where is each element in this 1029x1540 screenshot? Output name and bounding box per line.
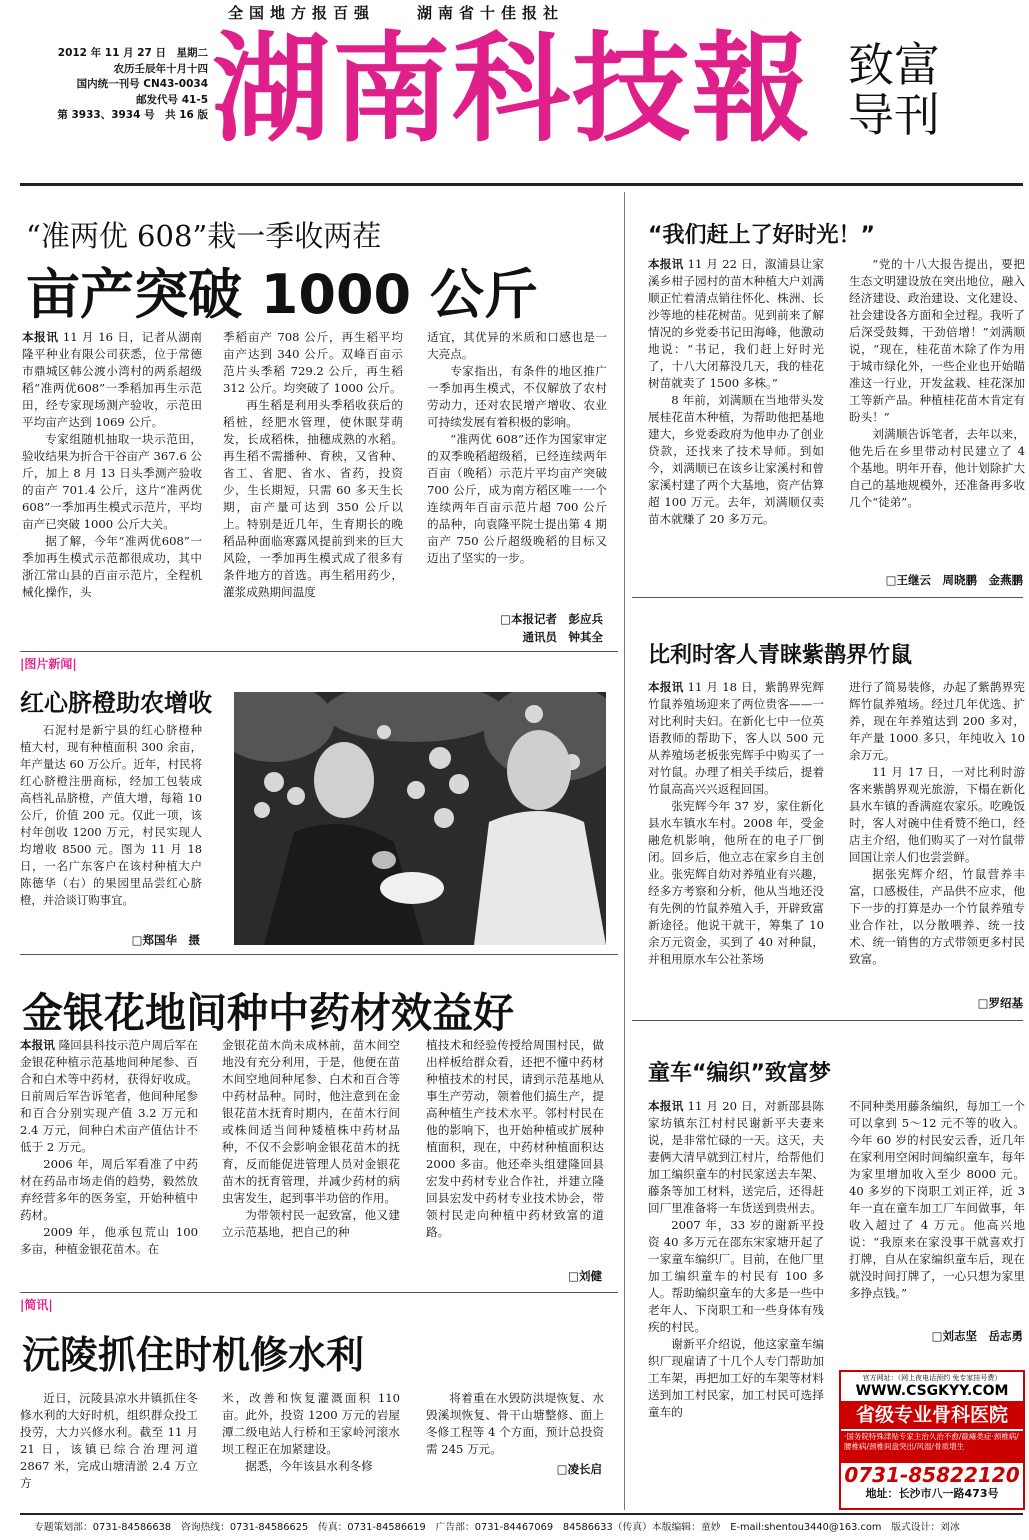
bamboo-rat-credit: □罗绍基 <box>977 996 1023 1010</box>
ad-services: ·国务院特殊津贴专家主治久治不愈/截瘫类症·颈椎病/腰椎病/颈椎间盘突出/风湿/骨质增生 <box>841 1431 1023 1463</box>
ad-address: 地址：长沙市八一路473号 <box>865 1487 999 1500</box>
ad-hospital-name: 省级专业骨科医院 <box>841 1401 1023 1429</box>
paragraph: 本报讯 11 月 16 日，记者从湖南隆平种业有限公司获悉，位于常德市鼎城区韩公渡小湾村的两系超级稻“准两优608”一季稻加再生示范田，经专家现场测产验收，示范田平均亩产达到 1069 公斤。 <box>22 330 202 429</box>
paragraph: 适宜，其优异的米质和口感也是一大亮点。 <box>427 330 607 361</box>
brief-credit: □凌长启 <box>556 1462 602 1476</box>
honeysuckle-credit: □刘健 <box>568 1269 602 1283</box>
lead-col-1 <box>22 329 202 601</box>
paragraph: 季稻亩产 708 公斤，再生稻平均亩产达到 340 公斤。双峰百亩示范片头季稻 729.2 公斤，再生稻 312 公斤。均突破了 1000 公斤。 <box>223 330 403 395</box>
lead-col-2 <box>223 329 403 601</box>
lead-credit: □本报记者 彭应兵 通讯员 钟其全 <box>500 612 603 644</box>
paragraph: 本报讯 11 月 20 日，对新邵县陈家坊镇东江村村民谢新平夫妻来说，是非常忙碌的一天。这天，夫妻俩大清早就到江村片，给帮他们加工编织童车的村民家送去车架、藤条等加工材料，送完后，还得赶回厂里准备将一车货送到贵州去。 <box>648 1099 824 1215</box>
paragraph: 不同种类用藤条编织，每加工一个可以拿到 5～12 元不等的收入。今年 60 岁的村民安云香，近几年在家利用空闲时间编织童车，每年为家里增加收入至少 8000 元。40 多岁的下岗职工刘正祥，近 3 年一直在童车加工厂车间做事，年收入超过了 4 万元。他高兴地说：“我原来在家没事干就喜欢打打牌，自从在家编织童车后，现在就没时间打牌了，一心只想为家里多挣点钱。” <box>849 1099 1025 1300</box>
paragraph: 11 月 17 日，一对比利时游客来紫鹊界观光旅游，下榻在新化县水车镇的香满庭农家乐。吃晚饭时，客人对碗中佳肴赞不绝口，经店主介绍，他们购买了一对竹鼠带回国让亲人们也尝尝鲜。 <box>849 765 1025 864</box>
section-rule <box>20 954 618 955</box>
paragraph: 进行了简易装修，办起了紫鹊界宪辉竹鼠养殖场。经过几年优选、扩养，现在年养殖达到 200 多对，年产量 1000 多只，年纯收入 10 余万元。 <box>849 680 1025 762</box>
paragraph: 植技术和经验传授给周围村民，做出样板给群众看，还把不懂中药材种植技术的村民，请到示范基地从事生产劳动，领着他们搞生产，提高种植生产技术水平。邻村村民在他的影响下，也开始种植或扩展种植面积，现在，中药材种植面积达 2000 多亩。他还牵头组建隆回县宏发中药材专业合作社，并建立隆回县宏发中药材专业技术协会，带领村民走向种植中药材致富的道路。 <box>426 1038 604 1239</box>
photo-illustration <box>234 692 606 945</box>
footer-rule <box>20 1513 1023 1515</box>
good-times-col-1 <box>648 256 824 528</box>
bamboo-rat-col-1 <box>648 679 824 968</box>
paragraph: 谢新平介绍说，他这家童车编织厂现雇请了十几个人专门帮助加工车架，再把加工好的车架等材料送到加工村民家，加工村民可选择童车的 <box>648 1337 824 1419</box>
photo-news-headline: 红心脐橙助农增收 <box>20 689 212 717</box>
good-times-col-2 <box>849 256 1025 511</box>
lead-headline: 亩产突破 1000 公斤 <box>26 263 538 326</box>
honeysuckle-col-3 <box>426 1037 604 1241</box>
paragraph: 为带领村民一起致富，他又建立示范基地，把自己的种 <box>222 1208 400 1239</box>
newspaper-title: 湖南科技報 <box>212 20 813 158</box>
bamboo-rat-col-2 <box>849 679 1025 968</box>
honeysuckle-col-1 <box>20 1037 198 1258</box>
stroller-col-2 <box>849 1098 1025 1302</box>
paragraph: 据张宪辉介绍，竹鼠营养丰富，口感极佳，产品供不应求，他下一步的打算是办一个竹鼠养殖专业合作社，以分散喂养、统一技术、统一销售的方式带领更多村民致富。 <box>849 867 1025 966</box>
good-times-credit: □王继云 周晓鹏 金燕鹏 <box>885 573 1023 587</box>
section-rule <box>20 651 618 652</box>
paragraph: 本报讯 11 月 18 日，紫鹊界宪辉竹鼠养殖场迎来了两位贵客——一对比利时夫妇。在新化七中一位英语教师的帮助下，客人以 500 元从养殖场老板张宪辉手中购买了一对竹鼠。办理了相关手续后，提着竹鼠高高兴兴返程回国。 <box>648 680 824 796</box>
brief-col-2 <box>222 1390 400 1475</box>
ad-url[interactable]: WWW.CSGKYY.COM <box>855 1383 1009 1399</box>
paragraph: 本报讯 隆回县科技示范户周后军在金银花种植示范基地间种尾参、百合和白术等中药材，获得好收成。日前周后军告诉笔者，他间种尾参和百合分别实现产值 3.2 万元和 2.4 万元，间种白术亩产值估计不低于 2 万元。 <box>20 1038 198 1154</box>
brief-tag: |简讯| <box>20 1298 53 1312</box>
section-rule <box>20 1292 618 1293</box>
brief-col-1: 近日，沅陵县凉水井镇抓住冬修水利的大好时机，组织群众投工投劳，大力兴修水利。截至 11 月 21 日，该镇已综合治理河道 2867 米，完成山塘清淤 2.4 万立方 <box>20 1391 198 1490</box>
hospital-ad[interactable] <box>839 1370 1025 1510</box>
column-divider <box>624 192 625 1510</box>
issue-number: 第 3933、3934 号 共 16 版 <box>57 109 208 121</box>
paragraph: “党的十八大报告提出，要把生态文明建设放在突出地位，融入经济建设、政治建设、文化建设、社会建设各方面和全过程。我听了后深受鼓舞，干劲倍增！”刘满顺说，“现在，桂花苗木除了作为用于城市绿化外，一些企业也开始瞄准这一行业，开发盆栽、桂花深加工等新产品。种植桂花苗木肯定有盼头！” <box>849 257 1025 424</box>
navel-orange-photo <box>234 692 606 945</box>
brief-headline: 沅陵抓住时机修水利 <box>22 1333 365 1377</box>
section-rule <box>632 1020 1023 1021</box>
paragraph: 刘满顺告诉笔者，去年以来，他先后在乡里带动村民建立了 4 个基地。明年开春，他计划除扩大自己的基地规模外，还准备再多收几个“徒弟”。 <box>849 427 1025 509</box>
photo-news-tag: |图片新闻| <box>20 657 77 671</box>
stroller-headline: 童车“编织”致富梦 <box>648 1061 831 1086</box>
paragraph: 2007 年，33 岁的谢新平投资 40 多万元在邵东宋家塘开起了一家童车编织厂。目前，在他厂里加工编织童车的村民有 100 多人。帮助编织童车的大多是一些中老年人、下岗职工和一些身体有残疾的村民。 <box>648 1218 824 1334</box>
ad-phone[interactable]: 0731-85822120 <box>844 1463 1020 1487</box>
paragraph: 据悉，今年该县水利冬修 <box>245 1459 373 1473</box>
photo-news-body: 石泥村是新宁县的红心脐橙种植大村，现有种植面积 300 余亩，年产量达 60 万公斤。近年，村民将红心脐橙注册商标，经加工包装成高档礼品脐橙，产值大增，每箱 10 公斤，价值 200 元。仅此一项，该村年创收 1200 万元，村民实现人均增收 8500 元。图为 11 月 18 日，一名广东客户在该村种植大户陈德华（右）的果园里品尝红心脐橙，并洽谈订购事宜。 <box>20 723 202 907</box>
issue-date: 2012 年 11 月 27 日 星期二 <box>57 47 208 59</box>
paragraph: 专家组随机抽取一块示范田，验收结果为折合干谷亩产 367.6 公斤，加上 8 月 13 日头季测产验收的亩产 701.4 公斤，这片“准两优 608”一季加再生模式示范片，平均亩产已突破 1000 公斤大关。 <box>22 432 202 531</box>
lunar-date: 农历壬辰年十月十四 <box>113 62 208 75</box>
newspaper-subtitle: 致富 导刊 <box>848 38 940 142</box>
cn-number: 国内统一刊号 CN43-0034 <box>76 78 208 90</box>
paragraph: 据了解，今年“准两优608”一季加再生模式示范都很成功，其中浙江常山县的百亩示范片，全程机械化操作，头 <box>22 534 202 599</box>
paragraph: 8 年前，刘满顺在当地带头发展桂花苗木种植，为帮助他把基地建大，乡党委政府为他申办了创业贷款，还找来了技术导师。到如今，刘满顺已在该乡让家溪村和曾家溪村建了两个大基地，资产估算超 100 万元。去年，刘满顺仅卖苗木就赚了 20 多万元。 <box>648 393 824 526</box>
paragraph: 2009 年，他承包荒山 100 多亩，种植金银花苗木。在 <box>20 1225 198 1256</box>
brief-col-3: 将着重在水毁防洪堤恢复、水毁溪坝恢复、骨干山塘整修、面上冬修工程等 4 个方面，预计总投资需 245 万元。 <box>426 1391 604 1456</box>
paragraph: 专家指出，有条件的地区推广一季加再生模式，不仅解放了农村劳动力，还对农民增产增收、农业可持续发展有着积极的影响。 <box>427 364 607 429</box>
paragraph: 张宪辉今年 37 岁，家住新化县水车镇水车村。2008 年，受金融危机影响，他所在的电子厂倒闭。回乡后，他立志在家乡自主创业。张宪辉自幼对养殖业有兴趣，经多方考察和分析，他从当地还没有先例的竹鼠养殖入手，开辟致富新途径。他说干就干，筹集了 10 余万元资金，买到了 40 对种鼠，并租用原水车公社茶场 <box>648 799 824 966</box>
paragraph: 再生稻是利用头季稻收获后的稻桩，经肥水管理，使休眠芽萌发，长成稻株，抽穗成熟的水稻。再生稻不需播种、育秧，又省种、省工、省肥、省水、省药，投资少，生长期短，只需 60 多天生长期，亩产量可达到 350 公斤以上。特别是近几年，生育期长的晚稻品种面临寒露风提前到来的巨大风险，一季加再生模式成了很多有条件地方的首选。再生稻用药少，灌浆成熟期间温度 <box>223 398 403 599</box>
section-rule <box>632 597 1023 598</box>
stroller-col-1 <box>648 1098 824 1421</box>
masthead-slogan: 全国地方报百强 湖南省十佳报社 <box>228 4 565 22</box>
lead-col-3 <box>427 329 607 567</box>
photo-news-credit: □郑国华 摄 <box>131 933 200 947</box>
stroller-credit: □刘志坚 岳志勇 <box>931 1329 1023 1343</box>
footer-contacts: 专题策划部：0731-84586638 咨询热线：0731-84586625 传真：0731-84586619 广告部：0731-84467069 84586633（传真）本版编辑：童妙 E-mail:shentou3440@163.com 版式设计：刘冰 <box>34 1522 960 1533</box>
paragraph: “准两优 608”还作为国家审定的双季晚稻超级稻，已经连续两年百亩（晚稻）示范片平均亩产突破 700 公斤，成为南方稻区唯一一个连续两年百亩示范片超 700 公斤的品种，向袁隆平院士提出第 4 期亩产 750 公斤超级晚稻的目标又迈出了坚实的一步。 <box>427 432 607 565</box>
ad-url-label: 官方网址：（网上夜电话预约 免专家挂号费） <box>862 1374 1002 1382</box>
masthead-info <box>28 46 208 124</box>
paragraph: 本报讯 11 月 22 日，溆浦县让家溪乡柑子园村的苗木种植大户刘满顺正忙着清点销往怀化、株洲、长沙等地的桂花树苗。见到前来了解情况的乡党委书记田海峰，他激动地说：“书记，我们赶上好时光了，十八大闭幕没几天，我的桂花树苗就卖了 1500 多株。” <box>648 257 824 390</box>
bamboo-rat-headline: 比利时客人青睐紫鹊界竹鼠 <box>648 643 913 668</box>
honeysuckle-headline: 金银花地间种中药材效益好 <box>22 989 514 1037</box>
honeysuckle-col-2 <box>222 1037 400 1241</box>
paragraph: 2006 年，周后军看准了中药材在药品市场走俏的趋势，毅然放弃经营多年的医务室，开始种植中药材。 <box>20 1157 198 1222</box>
masthead-rule <box>20 183 1023 186</box>
postal-code: 邮发代号 41-5 <box>136 93 208 106</box>
lead-kicker: “准两优 608”栽一季收两茬 <box>26 219 382 253</box>
paragraph: 米，改善和恢复灌溉面积 110 亩。此外，投资 1200 万元的岩屋潭二级电站人行桥和王家岭河滚水坝工程正在加紧建设。 <box>222 1391 400 1456</box>
good-times-headline: “我们赶上了好时光！” <box>648 223 875 248</box>
paragraph: 金银花苗木尚未成林前，苗木间空地没有充分利用，于是，他便在苗木间空地间种尾参、白术和百合等中药材品种。同时，他注意到在金银花苗木抚育时期内，在苗木行间或株间适当间种矮植株中药材品种，不仅不会影响金银花苗木的抚育，反而能促进管理人员对金银花苗木的抚育管理，并减少药材的病虫害发生，起到事半功倍的作用。 <box>222 1038 400 1205</box>
